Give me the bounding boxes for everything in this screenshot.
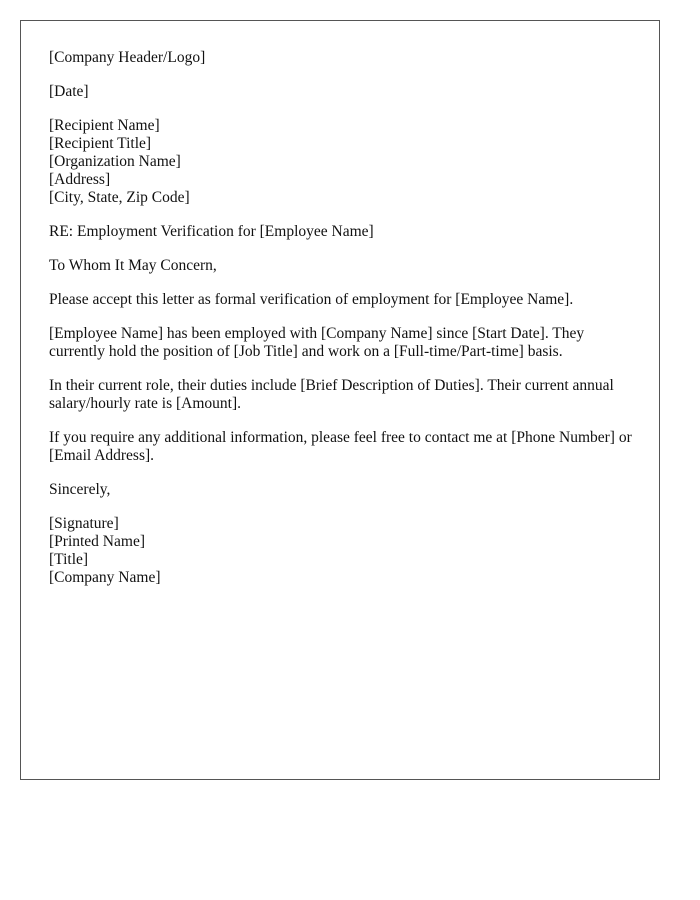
signature-block	[49, 515, 641, 587]
letter-date: [Date]	[49, 83, 89, 100]
paragraph-contact: If you require any additional information, please feel free to contact me at [Phone Number] or [Email Address].	[49, 429, 632, 464]
closing: Sincerely,	[49, 481, 111, 498]
recipient-block	[49, 117, 641, 207]
signer-company: [Company Name]	[49, 569, 161, 586]
letter-page	[20, 20, 660, 780]
paragraph-intro: Please accept this letter as formal verification of employment for [Employee Name].	[49, 291, 574, 308]
paragraph-employment: [Employee Name] has been employed with [Company Name] since [Start Date]. They currently hold the position of [Job Title] and work on a [Full-time/Part-time] basis.	[49, 325, 585, 360]
recipient-title: [Recipient Title]	[49, 135, 152, 152]
company-header: [Company Header/Logo]	[49, 49, 206, 66]
subject-line: RE: Employment Verification for [Employee Name]	[49, 223, 374, 240]
recipient-address: [Address]	[49, 171, 111, 188]
signature: [Signature]	[49, 515, 119, 532]
printed-name: [Printed Name]	[49, 533, 145, 550]
recipient-name: [Recipient Name]	[49, 117, 160, 134]
salutation: To Whom It May Concern,	[49, 257, 217, 274]
signer-title: [Title]	[49, 551, 89, 568]
paragraph-duties: In their current role, their duties include [Brief Description of Duties]. Their current annual salary/hourly rate is [Amount].	[49, 377, 614, 412]
recipient-organization: [Organization Name]	[49, 153, 181, 170]
recipient-city-state-zip: [City, State, Zip Code]	[49, 189, 190, 206]
letter-body	[49, 49, 641, 603]
